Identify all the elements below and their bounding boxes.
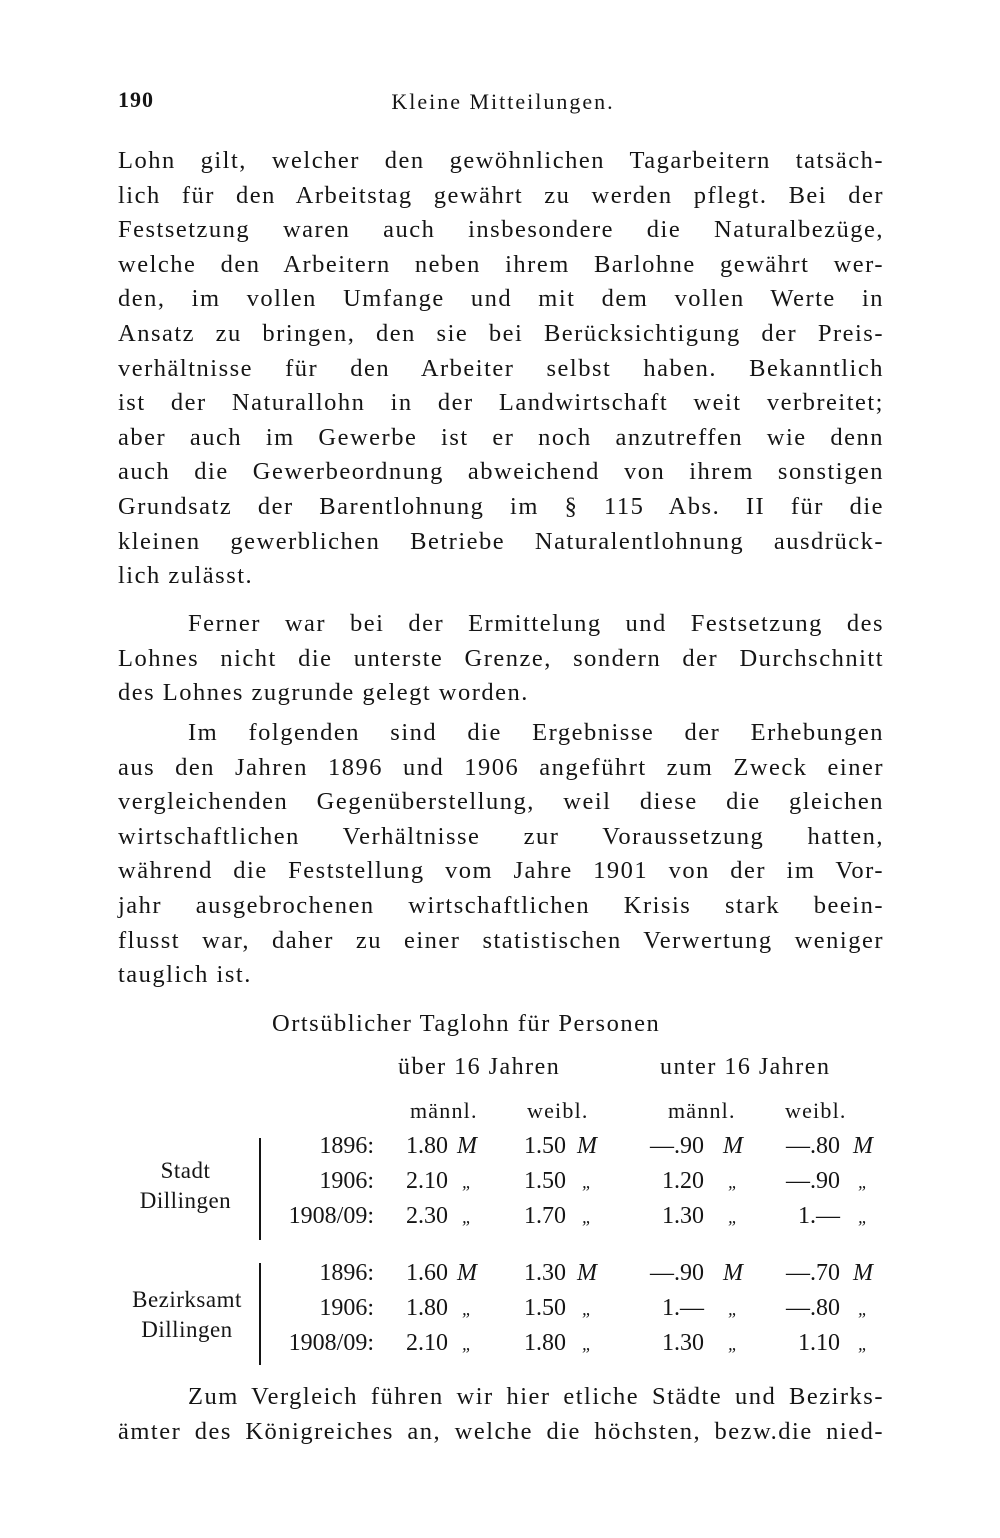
unit-cell: M — [853, 1133, 873, 1159]
row-group-label-bezirksamt — [112, 1285, 262, 1345]
column-header-male-over: männl. — [410, 1098, 478, 1123]
text-line: lich für den Arbeitstag gewährt zu werden pflegt. Bei der — [118, 181, 884, 209]
column-header-female-over: weibl. — [527, 1098, 589, 1123]
value-cell: 1.— — [798, 1203, 840, 1229]
value-cell: 1.80 — [406, 1295, 448, 1321]
row-group-label-line: Bezirksamt — [132, 1287, 242, 1312]
text-line: lich zulässt. — [118, 562, 254, 590]
value-cell: 1.30 — [662, 1330, 704, 1356]
unit-cell: M — [457, 1133, 477, 1159]
value-cell: —.80 — [786, 1295, 840, 1321]
value-cell: 1.— — [662, 1295, 704, 1321]
text-line: ämter des Königreiches an, welche die höchsten, bezw.die nied- — [118, 1417, 884, 1445]
value-cell: 1.20 — [662, 1168, 704, 1194]
text-line: Ansatz zu bringen, den sie bei Berücksichtigung der Preis- — [118, 319, 884, 347]
text-line: verhältnisse für den Arbeiter selbst haben. Bekanntlich — [118, 354, 884, 382]
unit-cell: „ — [461, 1334, 472, 1354]
unit-cell: M — [457, 1260, 477, 1286]
text-line: tauglich ist. — [118, 961, 252, 989]
text-line: ist der Naturallohn in der Landwirtschaft weit verbreitet; — [118, 389, 884, 417]
unit-cell: „ — [857, 1299, 868, 1319]
value-cell: 1.80 — [524, 1330, 566, 1356]
column-group-under-16: unter 16 Jahren — [660, 1054, 831, 1080]
value-cell: 1.50 — [524, 1168, 566, 1194]
row-group-label-line: Dillingen — [139, 1188, 232, 1213]
text-line: welche den Arbeitern neben ihrem Barlohne gewährt wer- — [118, 250, 884, 278]
unit-cell: „ — [857, 1207, 868, 1227]
value-cell: 2.30 — [406, 1203, 448, 1229]
text-line: Ferner war bei der Ermittelung und Festsetzung des — [188, 610, 884, 637]
year-cell: 1896: — [319, 1260, 374, 1286]
column-header-male-under: männl. — [668, 1098, 736, 1123]
unit-cell: M — [577, 1133, 597, 1159]
value-cell: —.90 — [786, 1168, 840, 1194]
text-line: den, im vollen Umfange und mit dem vollen Werte in — [118, 285, 884, 313]
value-cell: —.80 — [786, 1133, 840, 1159]
year-cell: 1908/09: — [288, 1203, 374, 1229]
unit-cell: „ — [581, 1207, 592, 1227]
value-cell: 1.70 — [524, 1203, 566, 1229]
year-cell: 1896: — [319, 1133, 374, 1159]
text-line: flusst war, daher zu einer statistischen Verwertung weniger — [118, 926, 884, 954]
unit-cell: „ — [727, 1299, 738, 1319]
running-title: Kleine Mitteilungen. — [391, 89, 615, 114]
text-line: während die Feststellung vom Jahre 1901 von der im Vor- — [118, 857, 884, 885]
paragraph-4 — [118, 1380, 884, 1449]
row-group-label-line: Dillingen — [141, 1317, 233, 1342]
value-cell: 1.80 — [406, 1133, 448, 1159]
table-caption: Ortsüblicher Taglohn für Personen — [272, 1010, 661, 1037]
unit-cell: M — [577, 1260, 597, 1286]
value-cell: 2.10 — [406, 1330, 448, 1356]
text-line: aus den Jahren 1896 und 1906 angeführt zum Zweck einer — [118, 753, 884, 781]
value-cell: —.70 — [786, 1260, 840, 1286]
row-group-label-stadt — [118, 1156, 253, 1216]
unit-cell: „ — [857, 1334, 868, 1354]
page-number: 190 — [118, 87, 154, 112]
value-cell: —.90 — [650, 1133, 704, 1159]
year-cell: 1908/09: — [288, 1330, 374, 1356]
value-cell: 1.50 — [524, 1295, 566, 1321]
column-group-over-16: über 16 Jahren — [398, 1054, 561, 1080]
value-cell: 1.30 — [524, 1260, 566, 1286]
page-header — [118, 87, 888, 121]
unit-cell: „ — [857, 1172, 868, 1192]
unit-cell: M — [723, 1260, 743, 1286]
text-line: Lohnes nicht die unterste Grenze, sondern der Durchschnitt — [118, 644, 884, 672]
year-cell: 1906: — [319, 1295, 374, 1321]
value-cell: 1.60 — [406, 1260, 448, 1286]
unit-cell: „ — [727, 1207, 738, 1227]
text-line: auch die Gewerbeordnung abweichend von ihrem sonstigen — [118, 458, 884, 486]
value-cell: 1.30 — [662, 1203, 704, 1229]
column-header-female-under: weibl. — [785, 1098, 847, 1123]
paragraph-1 — [118, 144, 884, 594]
unit-cell: „ — [461, 1299, 472, 1319]
text-line: des Lohnes zugrunde gelegt worden. — [118, 679, 529, 707]
unit-cell: „ — [461, 1172, 472, 1192]
text-line: Festsetzung waren auch insbesondere die Naturalbezüge, — [118, 216, 884, 244]
unit-cell: „ — [461, 1207, 472, 1227]
year-cell: 1906: — [319, 1168, 374, 1194]
unit-cell: M — [723, 1133, 743, 1159]
text-line: wirtschaftlichen Verhältnisse zur Voraussetzung hatten, — [118, 822, 884, 850]
paragraph-2 — [118, 607, 884, 711]
text-line: Im folgenden sind die Ergebnisse der Erhebungen — [188, 719, 884, 746]
value-cell: 1.10 — [798, 1330, 840, 1356]
unit-cell: „ — [581, 1172, 592, 1192]
text-line: aber auch im Gewerbe ist er noch anzutreffen wie denn — [118, 423, 884, 451]
unit-cell: „ — [727, 1172, 738, 1192]
paragraph-3 — [118, 716, 884, 993]
text-line: vergleichenden Gegenüberstellung, weil diese die gleichen — [118, 788, 884, 816]
value-cell: —.90 — [650, 1260, 704, 1286]
value-cell: 1.50 — [524, 1133, 566, 1159]
text-line: jahr ausgebrochenen wirtschaftlichen Krisis stark beein- — [118, 891, 884, 919]
unit-cell: „ — [581, 1299, 592, 1319]
unit-cell: M — [853, 1260, 873, 1286]
text-line: Grundsatz der Barentlohnung im § 115 Abs. II für die — [118, 492, 884, 520]
unit-cell: „ — [581, 1334, 592, 1354]
text-line: Zum Vergleich führen wir hier etliche Städte und Bezirks- — [188, 1383, 884, 1410]
unit-cell: „ — [727, 1334, 738, 1354]
text-line: kleinen gewerblichen Betriebe Naturalentlohnung ausdrück- — [118, 527, 884, 555]
text-line: Lohn gilt, welcher den gewöhnlichen Tagarbeitern tatsäch- — [118, 147, 884, 174]
value-cell: 2.10 — [406, 1168, 448, 1194]
row-group-label-line: Stadt — [160, 1158, 211, 1183]
